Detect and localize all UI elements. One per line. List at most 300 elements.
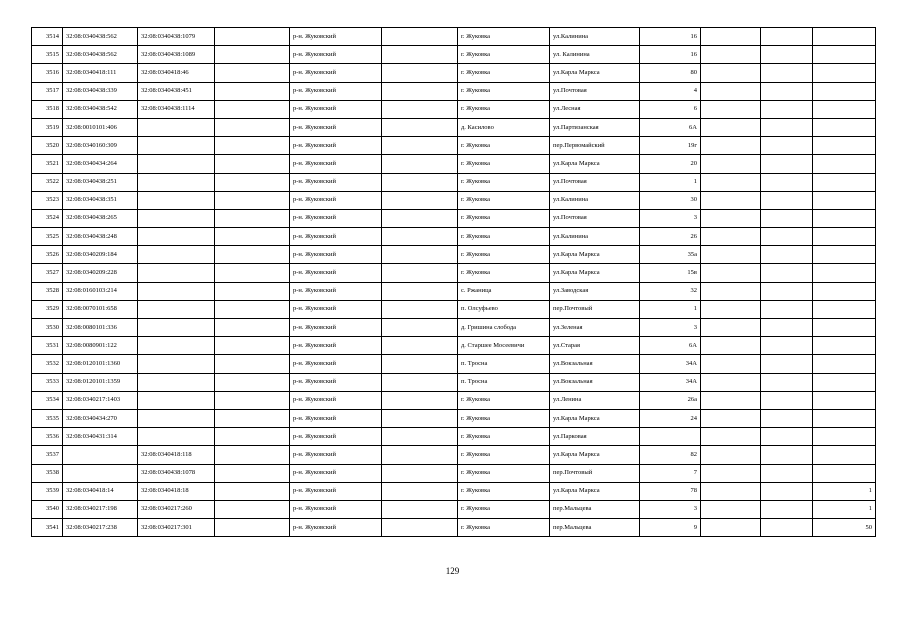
district-cell: р-н. Жуковский xyxy=(290,337,382,355)
row-number-cell: 3539 xyxy=(32,482,63,500)
count-cell xyxy=(813,28,876,46)
district-cell: р-н. Жуковский xyxy=(290,282,382,300)
cadastral-number-cell: 32:08:0010101:406 xyxy=(63,118,138,136)
locality-cell: г. Жуковка xyxy=(458,500,550,518)
house-number-cell: 78 xyxy=(640,482,701,500)
cadastral-number-cell: 32:08:0340438:351 xyxy=(63,191,138,209)
blank-cell xyxy=(701,118,761,136)
locality-cell: п. Олсуфьево xyxy=(458,300,550,318)
row-number-cell: 3527 xyxy=(32,264,63,282)
parcel-number-cell: 32:08:0340438:1089 xyxy=(138,46,215,64)
table-row xyxy=(32,82,876,100)
blank-cell xyxy=(761,282,813,300)
parcel-number-cell xyxy=(138,118,215,136)
locality-cell: д. Гришина слобода xyxy=(458,319,550,337)
count-cell xyxy=(813,82,876,100)
row-number-cell: 3520 xyxy=(32,137,63,155)
district-cell: р-н. Жуковский xyxy=(290,300,382,318)
blank-cell xyxy=(761,228,813,246)
table-row xyxy=(32,118,876,136)
row-number-cell: 3525 xyxy=(32,228,63,246)
street-cell: ул.Почтовая xyxy=(550,173,640,191)
blank-cell xyxy=(761,155,813,173)
row-number-cell: 3533 xyxy=(32,373,63,391)
table-row xyxy=(32,173,876,191)
cadastral-number-cell: 32:08:0120101:1359 xyxy=(63,373,138,391)
house-number-cell: 30 xyxy=(640,191,701,209)
count-cell xyxy=(813,137,876,155)
count-cell xyxy=(813,191,876,209)
blank-cell xyxy=(215,282,290,300)
parcel-number-cell xyxy=(138,137,215,155)
locality-cell: г. Жуковка xyxy=(458,464,550,482)
count-cell xyxy=(813,464,876,482)
row-number-cell: 3530 xyxy=(32,319,63,337)
count-cell xyxy=(813,428,876,446)
cadastral-number-cell: 32:08:0070101:658 xyxy=(63,300,138,318)
blank-cell xyxy=(761,355,813,373)
row-number-cell: 3523 xyxy=(32,191,63,209)
count-cell: 1 xyxy=(813,482,876,500)
blank-cell xyxy=(761,337,813,355)
street-cell: пер.Мальцева xyxy=(550,519,640,537)
blank-cell xyxy=(701,500,761,518)
blank-cell xyxy=(382,173,458,191)
page-number: 129 xyxy=(445,566,460,576)
parcel-number-cell xyxy=(138,191,215,209)
cadastral-number-cell xyxy=(63,446,138,464)
blank-cell xyxy=(382,519,458,537)
blank-cell xyxy=(701,100,761,118)
street-cell: ул.Карла Маркса xyxy=(550,446,640,464)
locality-cell: п. Тросна xyxy=(458,373,550,391)
row-number-cell: 3522 xyxy=(32,173,63,191)
cadastral-number-cell: 32:08:0340438:339 xyxy=(63,82,138,100)
blank-cell xyxy=(382,482,458,500)
blank-cell xyxy=(382,409,458,427)
locality-cell: г. Жуковка xyxy=(458,191,550,209)
blank-cell xyxy=(215,191,290,209)
blank-cell xyxy=(382,228,458,246)
parcel-number-cell xyxy=(138,282,215,300)
blank-cell xyxy=(761,28,813,46)
blank-cell xyxy=(761,209,813,227)
cadastral-number-cell: 32:08:0340418:14 xyxy=(63,482,138,500)
blank-cell xyxy=(215,355,290,373)
table-row xyxy=(32,391,876,409)
table-row xyxy=(32,137,876,155)
table-row xyxy=(32,28,876,46)
house-number-cell: 80 xyxy=(640,64,701,82)
cadastral-number-cell: 32:08:0340209:184 xyxy=(63,246,138,264)
district-cell: р-н. Жуковский xyxy=(290,100,382,118)
locality-cell: г. Жуковка xyxy=(458,28,550,46)
blank-cell xyxy=(701,82,761,100)
locality-cell: с. Ржаница xyxy=(458,282,550,300)
district-cell: р-н. Жуковский xyxy=(290,82,382,100)
house-number-cell: 34А xyxy=(640,355,701,373)
street-cell: ул.Заводская xyxy=(550,282,640,300)
locality-cell: д. Касилово xyxy=(458,118,550,136)
row-number-cell: 3531 xyxy=(32,337,63,355)
house-number-cell: 3 xyxy=(640,319,701,337)
parcel-number-cell: 32:08:0340438:1078 xyxy=(138,464,215,482)
locality-cell: г. Жуковка xyxy=(458,82,550,100)
blank-cell xyxy=(701,355,761,373)
blank-cell xyxy=(761,428,813,446)
parcel-number-cell xyxy=(138,391,215,409)
house-number-cell: 35а xyxy=(640,246,701,264)
blank-cell xyxy=(701,28,761,46)
district-cell: р-н. Жуковский xyxy=(290,46,382,64)
district-cell: р-н. Жуковский xyxy=(290,246,382,264)
blank-cell xyxy=(701,64,761,82)
parcel-number-cell: 32:08:0340438:451 xyxy=(138,82,215,100)
count-cell xyxy=(813,246,876,264)
blank-cell xyxy=(215,246,290,264)
blank-cell xyxy=(382,373,458,391)
blank-cell xyxy=(215,155,290,173)
blank-cell xyxy=(215,409,290,427)
blank-cell xyxy=(215,391,290,409)
blank-cell xyxy=(215,100,290,118)
house-number-cell: 82 xyxy=(640,446,701,464)
blank-cell xyxy=(761,46,813,64)
row-number-cell: 3535 xyxy=(32,409,63,427)
street-cell: ул.Карла Маркса xyxy=(550,409,640,427)
street-cell: ул.Лесная xyxy=(550,100,640,118)
district-cell: р-н. Жуковский xyxy=(290,409,382,427)
count-cell: 50 xyxy=(813,519,876,537)
count-cell xyxy=(813,209,876,227)
blank-cell xyxy=(761,446,813,464)
blank-cell xyxy=(382,282,458,300)
count-cell xyxy=(813,118,876,136)
blank-cell xyxy=(701,464,761,482)
house-number-cell: 24 xyxy=(640,409,701,427)
blank-cell xyxy=(382,337,458,355)
table-row xyxy=(32,264,876,282)
street-cell: пер.Почтовый xyxy=(550,464,640,482)
count-cell xyxy=(813,46,876,64)
parcel-number-cell xyxy=(138,428,215,446)
row-number-cell: 3534 xyxy=(32,391,63,409)
district-cell: р-н. Жуковский xyxy=(290,428,382,446)
blank-cell xyxy=(761,500,813,518)
blank-cell xyxy=(701,337,761,355)
street-cell: ул.Калинина xyxy=(550,28,640,46)
blank-cell xyxy=(701,409,761,427)
blank-cell xyxy=(382,209,458,227)
parcel-number-cell: 32:08:0340217:260 xyxy=(138,500,215,518)
house-number-cell: 16 xyxy=(640,46,701,64)
blank-cell xyxy=(215,64,290,82)
parcel-number-cell xyxy=(138,373,215,391)
street-cell: ул.Партизанская xyxy=(550,118,640,136)
cadastral-number-cell: 32:08:0340217:1403 xyxy=(63,391,138,409)
house-number-cell: 15в xyxy=(640,264,701,282)
blank-cell xyxy=(382,28,458,46)
table-row xyxy=(32,500,876,518)
blank-cell xyxy=(215,482,290,500)
district-cell: р-н. Жуковский xyxy=(290,519,382,537)
table-row xyxy=(32,319,876,337)
count-cell xyxy=(813,355,876,373)
district-cell: р-н. Жуковский xyxy=(290,118,382,136)
locality-cell: г. Жуковка xyxy=(458,100,550,118)
cadastral-number-cell: 32:08:0340438:265 xyxy=(63,209,138,227)
row-number-cell: 3540 xyxy=(32,500,63,518)
district-cell: р-н. Жуковский xyxy=(290,191,382,209)
blank-cell xyxy=(215,209,290,227)
street-cell: ул.Карла Маркса xyxy=(550,155,640,173)
count-cell xyxy=(813,300,876,318)
house-number-cell: 3 xyxy=(640,209,701,227)
table-row xyxy=(32,337,876,355)
table-row xyxy=(32,46,876,64)
cadastral-number-cell: 32:08:0340438:542 xyxy=(63,100,138,118)
row-number-cell: 3514 xyxy=(32,28,63,46)
count-cell xyxy=(813,409,876,427)
district-cell: р-н. Жуковский xyxy=(290,64,382,82)
blank-cell xyxy=(701,482,761,500)
cadastral-number-cell: 32:08:0340217:198 xyxy=(63,500,138,518)
cadastral-number-cell: 32:08:0080101:336 xyxy=(63,319,138,337)
blank-cell xyxy=(761,482,813,500)
locality-cell: г. Жуковка xyxy=(458,64,550,82)
street-cell: ул. Калинина xyxy=(550,46,640,64)
table-row xyxy=(32,100,876,118)
blank-cell xyxy=(701,391,761,409)
district-cell: р-н. Жуковский xyxy=(290,319,382,337)
count-cell xyxy=(813,155,876,173)
row-number-cell: 3541 xyxy=(32,519,63,537)
blank-cell xyxy=(761,137,813,155)
district-cell: р-н. Жуковский xyxy=(290,137,382,155)
blank-cell xyxy=(761,191,813,209)
blank-cell xyxy=(701,246,761,264)
parcel-number-cell xyxy=(138,155,215,173)
table-row xyxy=(32,64,876,82)
blank-cell xyxy=(215,28,290,46)
blank-cell xyxy=(701,300,761,318)
cadastral-number-cell: 32:08:0340438:248 xyxy=(63,228,138,246)
row-number-cell: 3516 xyxy=(32,64,63,82)
parcel-number-cell xyxy=(138,209,215,227)
blank-cell xyxy=(382,191,458,209)
street-cell: пер.Первомайский xyxy=(550,137,640,155)
blank-cell xyxy=(701,519,761,537)
street-cell: пер.Мальцева xyxy=(550,500,640,518)
blank-cell xyxy=(701,46,761,64)
blank-cell xyxy=(382,446,458,464)
locality-cell: г. Жуковка xyxy=(458,391,550,409)
blank-cell xyxy=(215,264,290,282)
row-number-cell: 3524 xyxy=(32,209,63,227)
blank-cell xyxy=(215,319,290,337)
blank-cell xyxy=(382,355,458,373)
cadastral-number-cell: 32:08:0160103:214 xyxy=(63,282,138,300)
house-number-cell: 26 xyxy=(640,228,701,246)
street-cell: ул.Старая xyxy=(550,337,640,355)
locality-cell: г. Жуковка xyxy=(458,209,550,227)
parcel-number-cell: 32:08:0340217:301 xyxy=(138,519,215,537)
blank-cell xyxy=(761,100,813,118)
house-number-cell: 4 xyxy=(640,82,701,100)
house-number-cell: 1 xyxy=(640,173,701,191)
blank-cell xyxy=(701,319,761,337)
district-cell: р-н. Жуковский xyxy=(290,482,382,500)
blank-cell xyxy=(215,82,290,100)
table-row xyxy=(32,282,876,300)
street-cell: ул.Калинина xyxy=(550,191,640,209)
table-body xyxy=(32,28,876,537)
blank-cell xyxy=(215,228,290,246)
blank-cell xyxy=(761,246,813,264)
count-cell xyxy=(813,391,876,409)
locality-cell: г. Жуковка xyxy=(458,428,550,446)
blank-cell xyxy=(215,446,290,464)
blank-cell xyxy=(215,300,290,318)
table-row xyxy=(32,519,876,537)
blank-cell xyxy=(215,46,290,64)
locality-cell: г. Жуковка xyxy=(458,409,550,427)
blank-cell xyxy=(761,373,813,391)
table-row xyxy=(32,482,876,500)
house-number-cell: 1 xyxy=(640,300,701,318)
house-number-cell: 6 xyxy=(640,100,701,118)
district-cell: р-н. Жуковский xyxy=(290,155,382,173)
table-row xyxy=(32,464,876,482)
blank-cell xyxy=(701,282,761,300)
house-number-cell: 20 xyxy=(640,155,701,173)
blank-cell xyxy=(382,264,458,282)
blank-cell xyxy=(761,519,813,537)
blank-cell xyxy=(761,300,813,318)
blank-cell xyxy=(382,64,458,82)
district-cell: р-н. Жуковский xyxy=(290,373,382,391)
house-number-cell: 26а xyxy=(640,391,701,409)
district-cell: р-н. Жуковский xyxy=(290,355,382,373)
house-number-cell: 6А xyxy=(640,118,701,136)
house-number-cell: 19г xyxy=(640,137,701,155)
locality-cell: п. Тросна xyxy=(458,355,550,373)
blank-cell xyxy=(761,409,813,427)
street-cell: ул.Вокзальная xyxy=(550,355,640,373)
cadastral-number-cell: 32:08:0340434:270 xyxy=(63,409,138,427)
street-cell: ул.Почтовая xyxy=(550,209,640,227)
district-cell: р-н. Жуковский xyxy=(290,264,382,282)
house-number-cell: 16 xyxy=(640,28,701,46)
blank-cell xyxy=(761,82,813,100)
blank-cell xyxy=(382,82,458,100)
locality-cell: г. Жуковка xyxy=(458,137,550,155)
row-number-cell: 3532 xyxy=(32,355,63,373)
blank-cell xyxy=(701,173,761,191)
locality-cell: г. Жуковка xyxy=(458,155,550,173)
blank-cell xyxy=(215,519,290,537)
parcel-number-cell: 32:08:0340418:46 xyxy=(138,64,215,82)
blank-cell xyxy=(382,100,458,118)
blank-cell xyxy=(701,191,761,209)
parcel-number-cell xyxy=(138,246,215,264)
locality-cell: г. Жуковка xyxy=(458,246,550,264)
house-number-cell xyxy=(640,428,701,446)
house-number-cell: 32 xyxy=(640,282,701,300)
house-number-cell: 7 xyxy=(640,464,701,482)
cadastral-number-cell: 32:08:0340418:111 xyxy=(63,64,138,82)
blank-cell xyxy=(761,64,813,82)
district-cell: р-н. Жуковский xyxy=(290,28,382,46)
cadastral-number-cell: 32:08:0340209:228 xyxy=(63,264,138,282)
blank-cell xyxy=(701,137,761,155)
locality-cell: г. Жуковка xyxy=(458,46,550,64)
row-number-cell: 3538 xyxy=(32,464,63,482)
blank-cell xyxy=(215,337,290,355)
table-row xyxy=(32,409,876,427)
cadastral-number-cell: 32:08:0080901:122 xyxy=(63,337,138,355)
street-cell: ул.Ленина xyxy=(550,391,640,409)
street-cell: ул.Карла Маркса xyxy=(550,246,640,264)
table-row xyxy=(32,209,876,227)
street-cell: ул.Вокзальная xyxy=(550,373,640,391)
table-row xyxy=(32,155,876,173)
row-number-cell: 3519 xyxy=(32,118,63,136)
parcel-number-cell xyxy=(138,337,215,355)
locality-cell: г. Жуковка xyxy=(458,519,550,537)
cadastral-number-cell: 32:08:0340217:238 xyxy=(63,519,138,537)
blank-cell xyxy=(382,500,458,518)
count-cell: 1 xyxy=(813,500,876,518)
street-cell: ул.Парковая xyxy=(550,428,640,446)
row-number-cell: 3536 xyxy=(32,428,63,446)
blank-cell xyxy=(761,264,813,282)
district-cell: р-н. Жуковский xyxy=(290,500,382,518)
parcel-number-cell xyxy=(138,355,215,373)
count-cell xyxy=(813,446,876,464)
blank-cell xyxy=(382,300,458,318)
cadastral-number-cell xyxy=(63,464,138,482)
row-number-cell: 3526 xyxy=(32,246,63,264)
house-number-cell: 3 xyxy=(640,500,701,518)
district-cell: р-н. Жуковский xyxy=(290,173,382,191)
locality-cell: д. Старшее Мосеевичи xyxy=(458,337,550,355)
blank-cell xyxy=(382,137,458,155)
row-number-cell: 3518 xyxy=(32,100,63,118)
parcel-number-cell xyxy=(138,264,215,282)
parcel-number-cell: 32:08:0340438:1079 xyxy=(138,28,215,46)
blank-cell xyxy=(701,373,761,391)
count-cell xyxy=(813,228,876,246)
house-number-cell: 9 xyxy=(640,519,701,537)
blank-cell xyxy=(761,118,813,136)
row-number-cell: 3537 xyxy=(32,446,63,464)
district-cell: р-н. Жуковский xyxy=(290,209,382,227)
blank-cell xyxy=(215,137,290,155)
locality-cell: г. Жуковка xyxy=(458,264,550,282)
cadastral-number-cell: 32:08:0340434:264 xyxy=(63,155,138,173)
data-table xyxy=(31,27,876,537)
count-cell xyxy=(813,264,876,282)
street-cell: ул.Карла Маркса xyxy=(550,482,640,500)
count-cell xyxy=(813,282,876,300)
locality-cell: г. Жуковка xyxy=(458,446,550,464)
blank-cell xyxy=(701,209,761,227)
blank-cell xyxy=(761,173,813,191)
table-row xyxy=(32,355,876,373)
blank-cell xyxy=(215,118,290,136)
district-cell: р-н. Жуковский xyxy=(290,464,382,482)
